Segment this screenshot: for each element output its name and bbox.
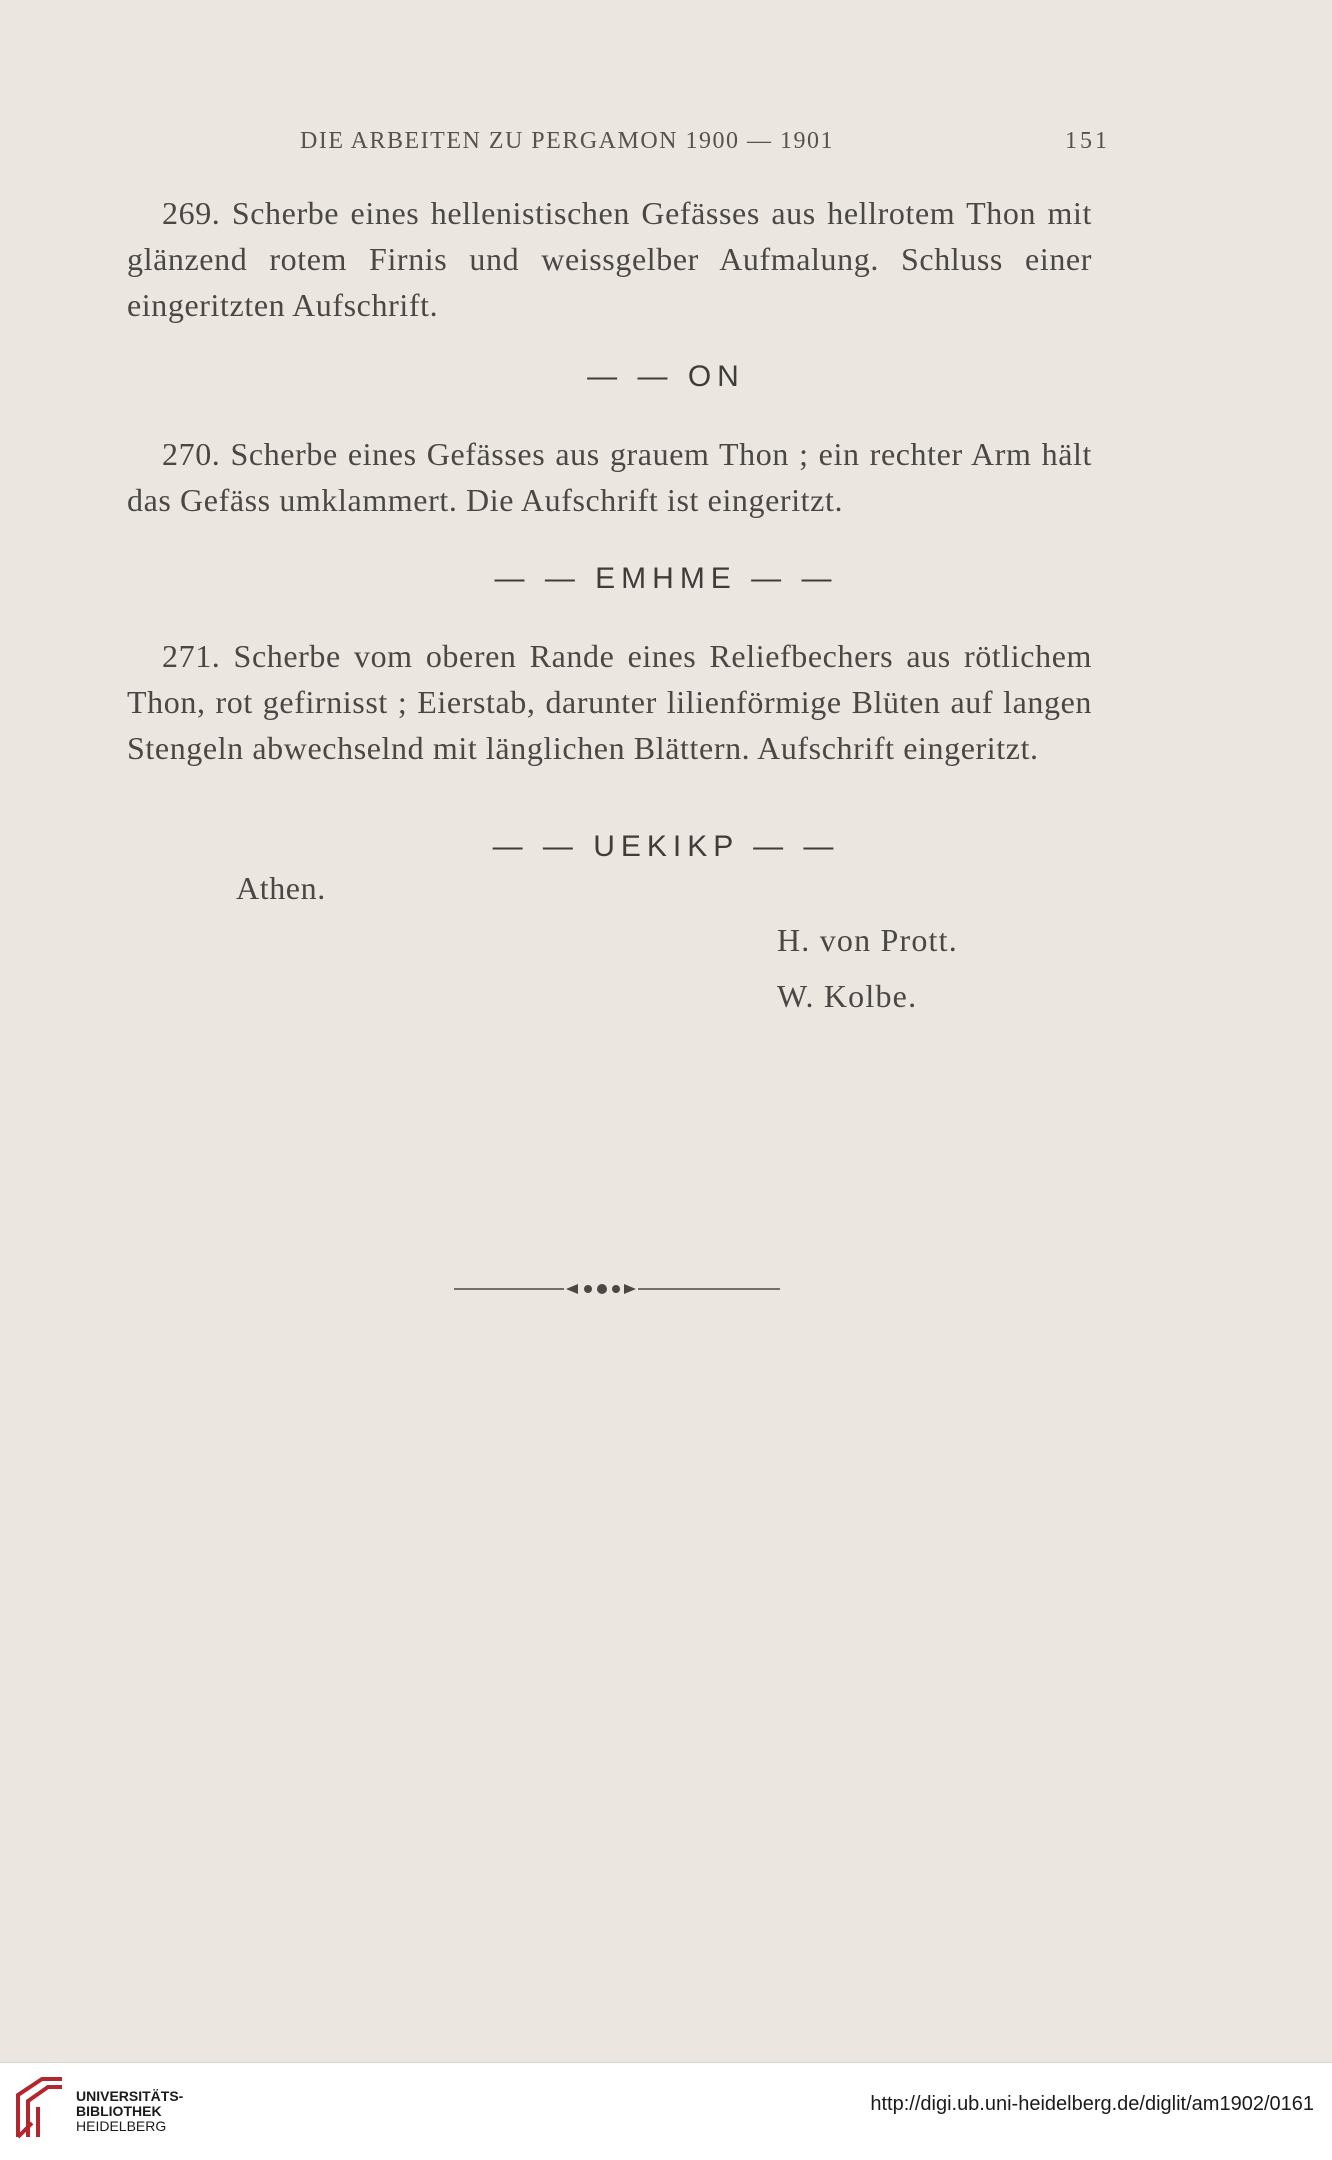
signature-prott: H. von Prott. <box>777 922 958 958</box>
signature-kolbe: W. Kolbe. <box>777 978 918 1014</box>
library-line-1: UNIVERSITÄTS- <box>76 2088 184 2104</box>
library-footer <box>0 2062 1332 2160</box>
page-number: 151 <box>1065 128 1110 154</box>
inscription-269: — — ON <box>587 360 745 393</box>
entry-269: 269. Scherbe eines hellenistischen Gefässes aus hellrotem Thon mit glänzend rotem Firnis und weissgelber Aufmalung. Schluss einer eingeritzten Aufschrift. <box>127 195 1092 323</box>
place-line: Athen. <box>236 870 326 906</box>
library-line-2: BIBLIOTHEK <box>76 2103 162 2119</box>
running-title: DIE ARBEITEN ZU PERGAMON 1900 — 1901 <box>300 128 834 154</box>
entry-271: 271. Scherbe vom oberen Rande eines Reliefbechers aus rötlichem Thon, rot gefirnisst ; Eierstab, darunter lilienförmige Blüten auf langen Stengeln abwechselnd mit länglichen Blättern. Aufschrift eingeritzt. <box>127 638 1092 766</box>
entry-270: 270. Scherbe eines Gefässes aus grauem Thon ; ein rechter Arm hält das Gefäss umklammert. Die Aufschrift ist eingeritzt. <box>127 436 1092 518</box>
source-url-link[interactable]: http://digi.ub.uni-heidelberg.de/diglit/am1902/0161 <box>870 2093 1314 2115</box>
library-name <box>76 2089 183 2134</box>
end-ornament <box>454 1276 780 1302</box>
library-line-3: HEIDELBERG <box>76 2118 167 2134</box>
library-logo-icon <box>12 2073 68 2143</box>
inscription-271: — — UEKIKP — — <box>492 830 840 863</box>
inscription-270: — — EMHME — — <box>494 562 838 595</box>
